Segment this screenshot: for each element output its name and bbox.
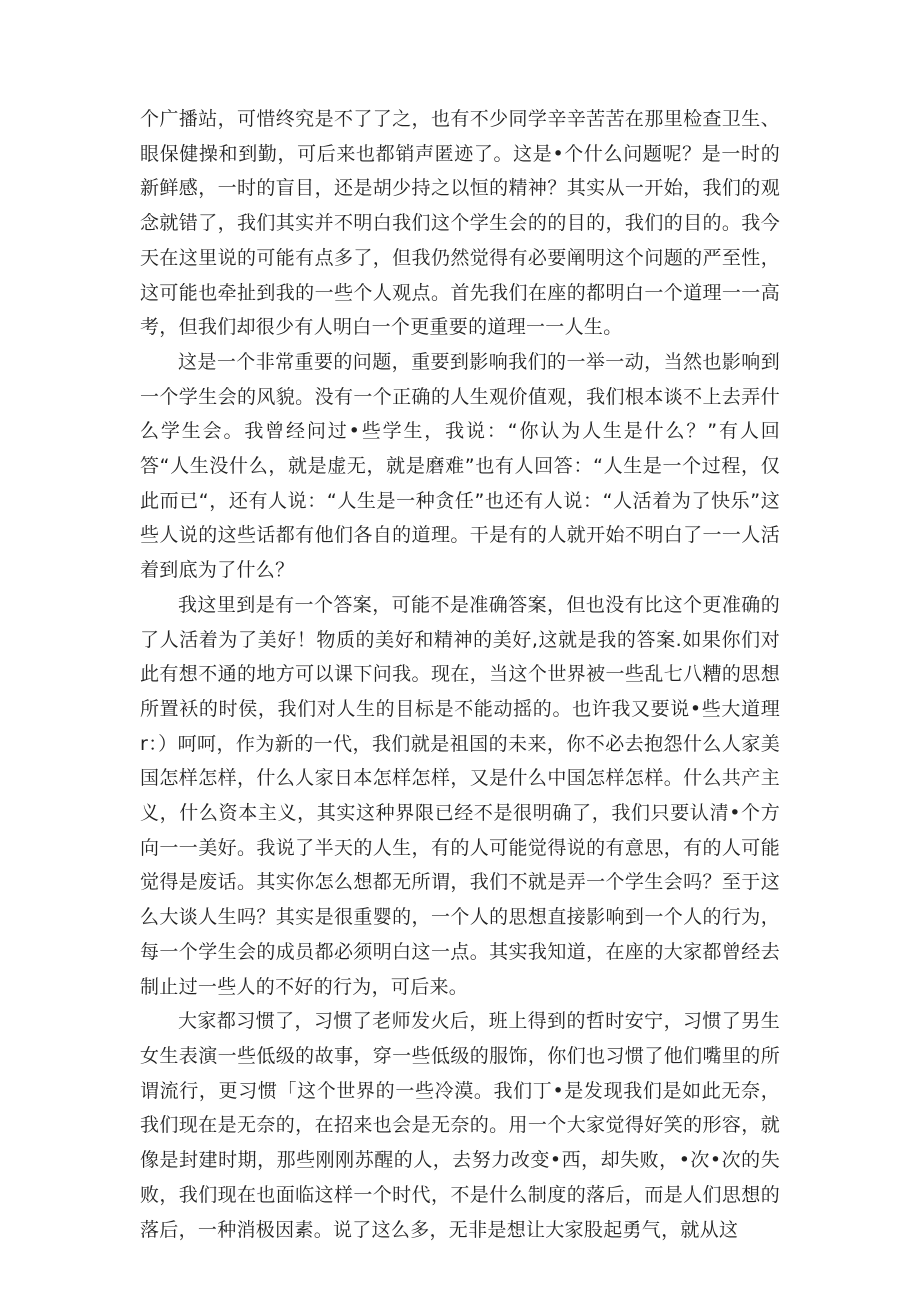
paragraph-4: 大家都习惯了，习惯了老师发火后，班上得到的哲时安宁，习惯了男生女生表演一些低级的故事，穿一些低级的服饰，你们也习惯了他们嘴里的所谓流行，更习惯「这个世界的一些冷漠。我们丁•是发现我们是如此无奈，我们现在是无奈的，在招来也会是无奈的。用一个大家觉得好笑的形容，就像是封建时期，那些刚刚苏醒的人，去努力改变•西，却失败，•次•次的失败，我们现在也面临这样一个时代，不是什么制度的落后，而是人们思想的落后，一种消极因素。说了这么多，无非是想让大家股起勇气，就从这 bbox=[140, 1010, 780, 1241]
paragraph-3: 我这里到是有一个答案，可能不是准确答案，但也没有比这个更准确的了人活着为了美好！物质的美好和精神的美好,这就是我的答案.如果你们对此有想不通的地方可以课下问我。现在，当这个世界被一些乱七八糟的思想所置袄的时侯，我们对人生的目标是不能动摇的。也许我又要说•些大道理r：）呵呵，作为新的一代，我们就是祖国的未来，你不必去抱怨什么人家美国怎样怎样，什么人家日本怎样怎样，又是什么中国怎样怎样。什么共产主义，什么资本主义，其实这种界限已经不是很明确了，我们只要认清•个方向一一美好。我说了半天的人生，有的人可能觉得说的有意思，有的人可能觉得是废话。其实你怎么想都无所谓，我们不就是弄一个学生会吗？至于这么大谈人生吗？其实是很重婴的，一个人的思想直接影响到一个人的行为，每一个学生会的成员都必须明白这一点。其实我知道，在座的大家都曾经去制止过一些人的不好的行为，可后来。 bbox=[140, 593, 780, 998]
paragraph-2: 这是一个非常重要的问题，重要到影响我们的一举一动，当然也影响到一个学生会的风貌。没有一个正确的人生观价值观，我们根本谈不上去弄什么学生会。我曾经问过•些学生，我说：“你认为人生是什么？”有人回答“人生没什么，就是虚无，就是磨难”也有人回答：“人生是一个过程，仅此而已“，还有人说：“人生是一种贪任”也还有人说：“人活着为了快乐”这些人说的这些话都有他们各自的道理。干是有的人就开始不明白了一一人活着到底为了什么？ bbox=[140, 350, 780, 582]
paragraph-1: 个广播站，可惜终究是不了了之，也有不少同学辛辛苦苦在那里检查卫生、眼保健操和到勤，可后来也都销声匿迹了。这是•个什么问题呢？是一时的新鲜感，一时的盲目，还是胡少持之以恒的精神？其实从一开始，我们的观念就错了，我们其实并不明白我们这个学生会的的目的，我们的目的。我今天在这里说的可能有点多了，但我仍然觉得有必要阐明这个问题的严至性，这可能也牵扯到我的一些个人观点。首先我们在座的都明白一个道理一一高考，但我们却很少有人明白一个更重要的道理一一人生。 bbox=[140, 108, 780, 339]
document-body bbox=[140, 102, 780, 1247]
